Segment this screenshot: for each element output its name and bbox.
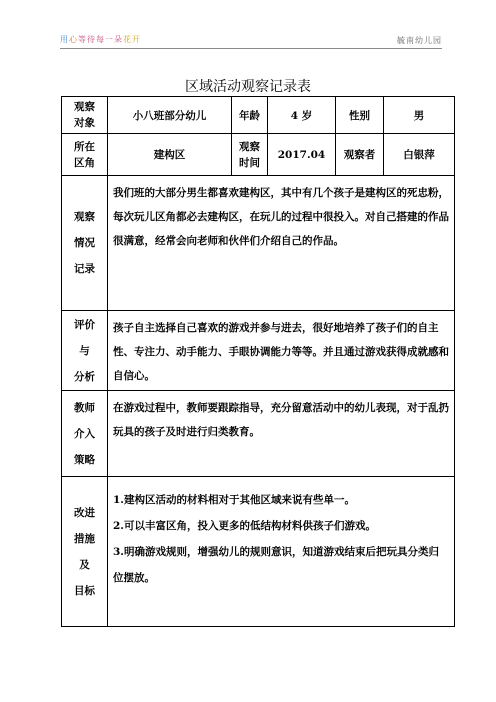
observation-label-line: 记录 xyxy=(74,263,95,275)
area-label: 所在 区角 xyxy=(62,134,108,176)
area-value: 建构区 xyxy=(108,134,232,176)
evaluation-text: 孩子自主选择自己喜欢的游戏并参与进去，很好地培养了孩子们的自主性、专注力、动手能力、手眼协调能力等等。并且通过游戏获得成就感和自信心。 xyxy=(108,311,455,391)
observation-label-line: 观察 xyxy=(74,211,95,223)
evaluation-label-line: 与 xyxy=(79,344,90,357)
improvement-label-line: 目标 xyxy=(74,584,95,597)
subject-label: 观察 对象 xyxy=(62,97,108,134)
observation-label-line: 情况 xyxy=(74,237,95,249)
observation-text: 我们班的大部分男生都喜欢建构区，其中有几个孩子是建构区的死忠粉，每次玩儿区角都必去建构区，在玩儿的过程中很投入。对自己搭建的作品很满意，经常会向老师和伙伴们介绍自己的作品。 xyxy=(108,176,455,311)
strategy-text: 在游戏过程中，教师要跟踪指导，充分留意活动中的幼儿表现，对于乱扔玩具的孩子及时进行归类教育。 xyxy=(108,391,455,477)
gender-label: 性别 xyxy=(336,97,384,134)
page-header xyxy=(60,34,442,49)
time-label: 观察 时间 xyxy=(232,134,268,176)
motto-part-1: 用 xyxy=(60,35,69,44)
improvement-item: 2.可以丰富区角，投入更多的低结构材料供孩子们游戏。 xyxy=(113,520,376,532)
observation-label xyxy=(62,176,108,311)
evaluation-label-line: 分析 xyxy=(74,370,95,383)
improvement-text xyxy=(108,477,455,627)
table-row xyxy=(62,391,455,477)
time-value: 2017.04 xyxy=(268,134,336,176)
table-row xyxy=(62,311,455,391)
page-title: 区域活动观察记录表 xyxy=(185,79,311,95)
table-row xyxy=(62,134,455,176)
improvement-label-line: 改进 xyxy=(74,506,95,519)
header-motto xyxy=(60,34,141,45)
evaluation-label xyxy=(62,311,108,391)
strategy-label-line: 教师 xyxy=(74,401,95,414)
header-school-name: 毓南幼儿园 xyxy=(397,36,442,45)
improvement-label xyxy=(62,477,108,627)
motto-part-2: 心 xyxy=(69,35,78,44)
age-value: 4 岁 xyxy=(268,97,336,134)
improvement-item: 1.建构区活动的材料相对于其他区域来说有些单一。 xyxy=(113,494,355,506)
observation-record-table xyxy=(61,96,455,627)
motto-part-4: 花开 xyxy=(123,35,141,44)
age-label: 年龄 xyxy=(232,97,268,134)
table-row xyxy=(62,97,455,134)
table-row xyxy=(62,477,455,627)
improvement-label-line: 措施 xyxy=(74,532,95,545)
motto-part-3: 等待每一朵 xyxy=(78,35,123,44)
strategy-label xyxy=(62,391,108,477)
improvement-label-line: 及 xyxy=(79,558,90,571)
strategy-label-line: 介入 xyxy=(74,427,95,440)
strategy-label-line: 策略 xyxy=(74,453,95,466)
table-row xyxy=(62,176,455,311)
evaluation-label-line: 评价 xyxy=(74,318,95,331)
gender-value: 男 xyxy=(384,97,455,134)
subject-value: 小八班部分幼儿 xyxy=(108,97,232,134)
observer-label: 观察者 xyxy=(336,134,384,176)
improvement-item: 3.明确游戏规则，增强幼儿的规则意识，知道游戏结束后把玩具分类归位摆放。 xyxy=(113,546,439,584)
observer-value: 白银萍 xyxy=(384,134,455,176)
